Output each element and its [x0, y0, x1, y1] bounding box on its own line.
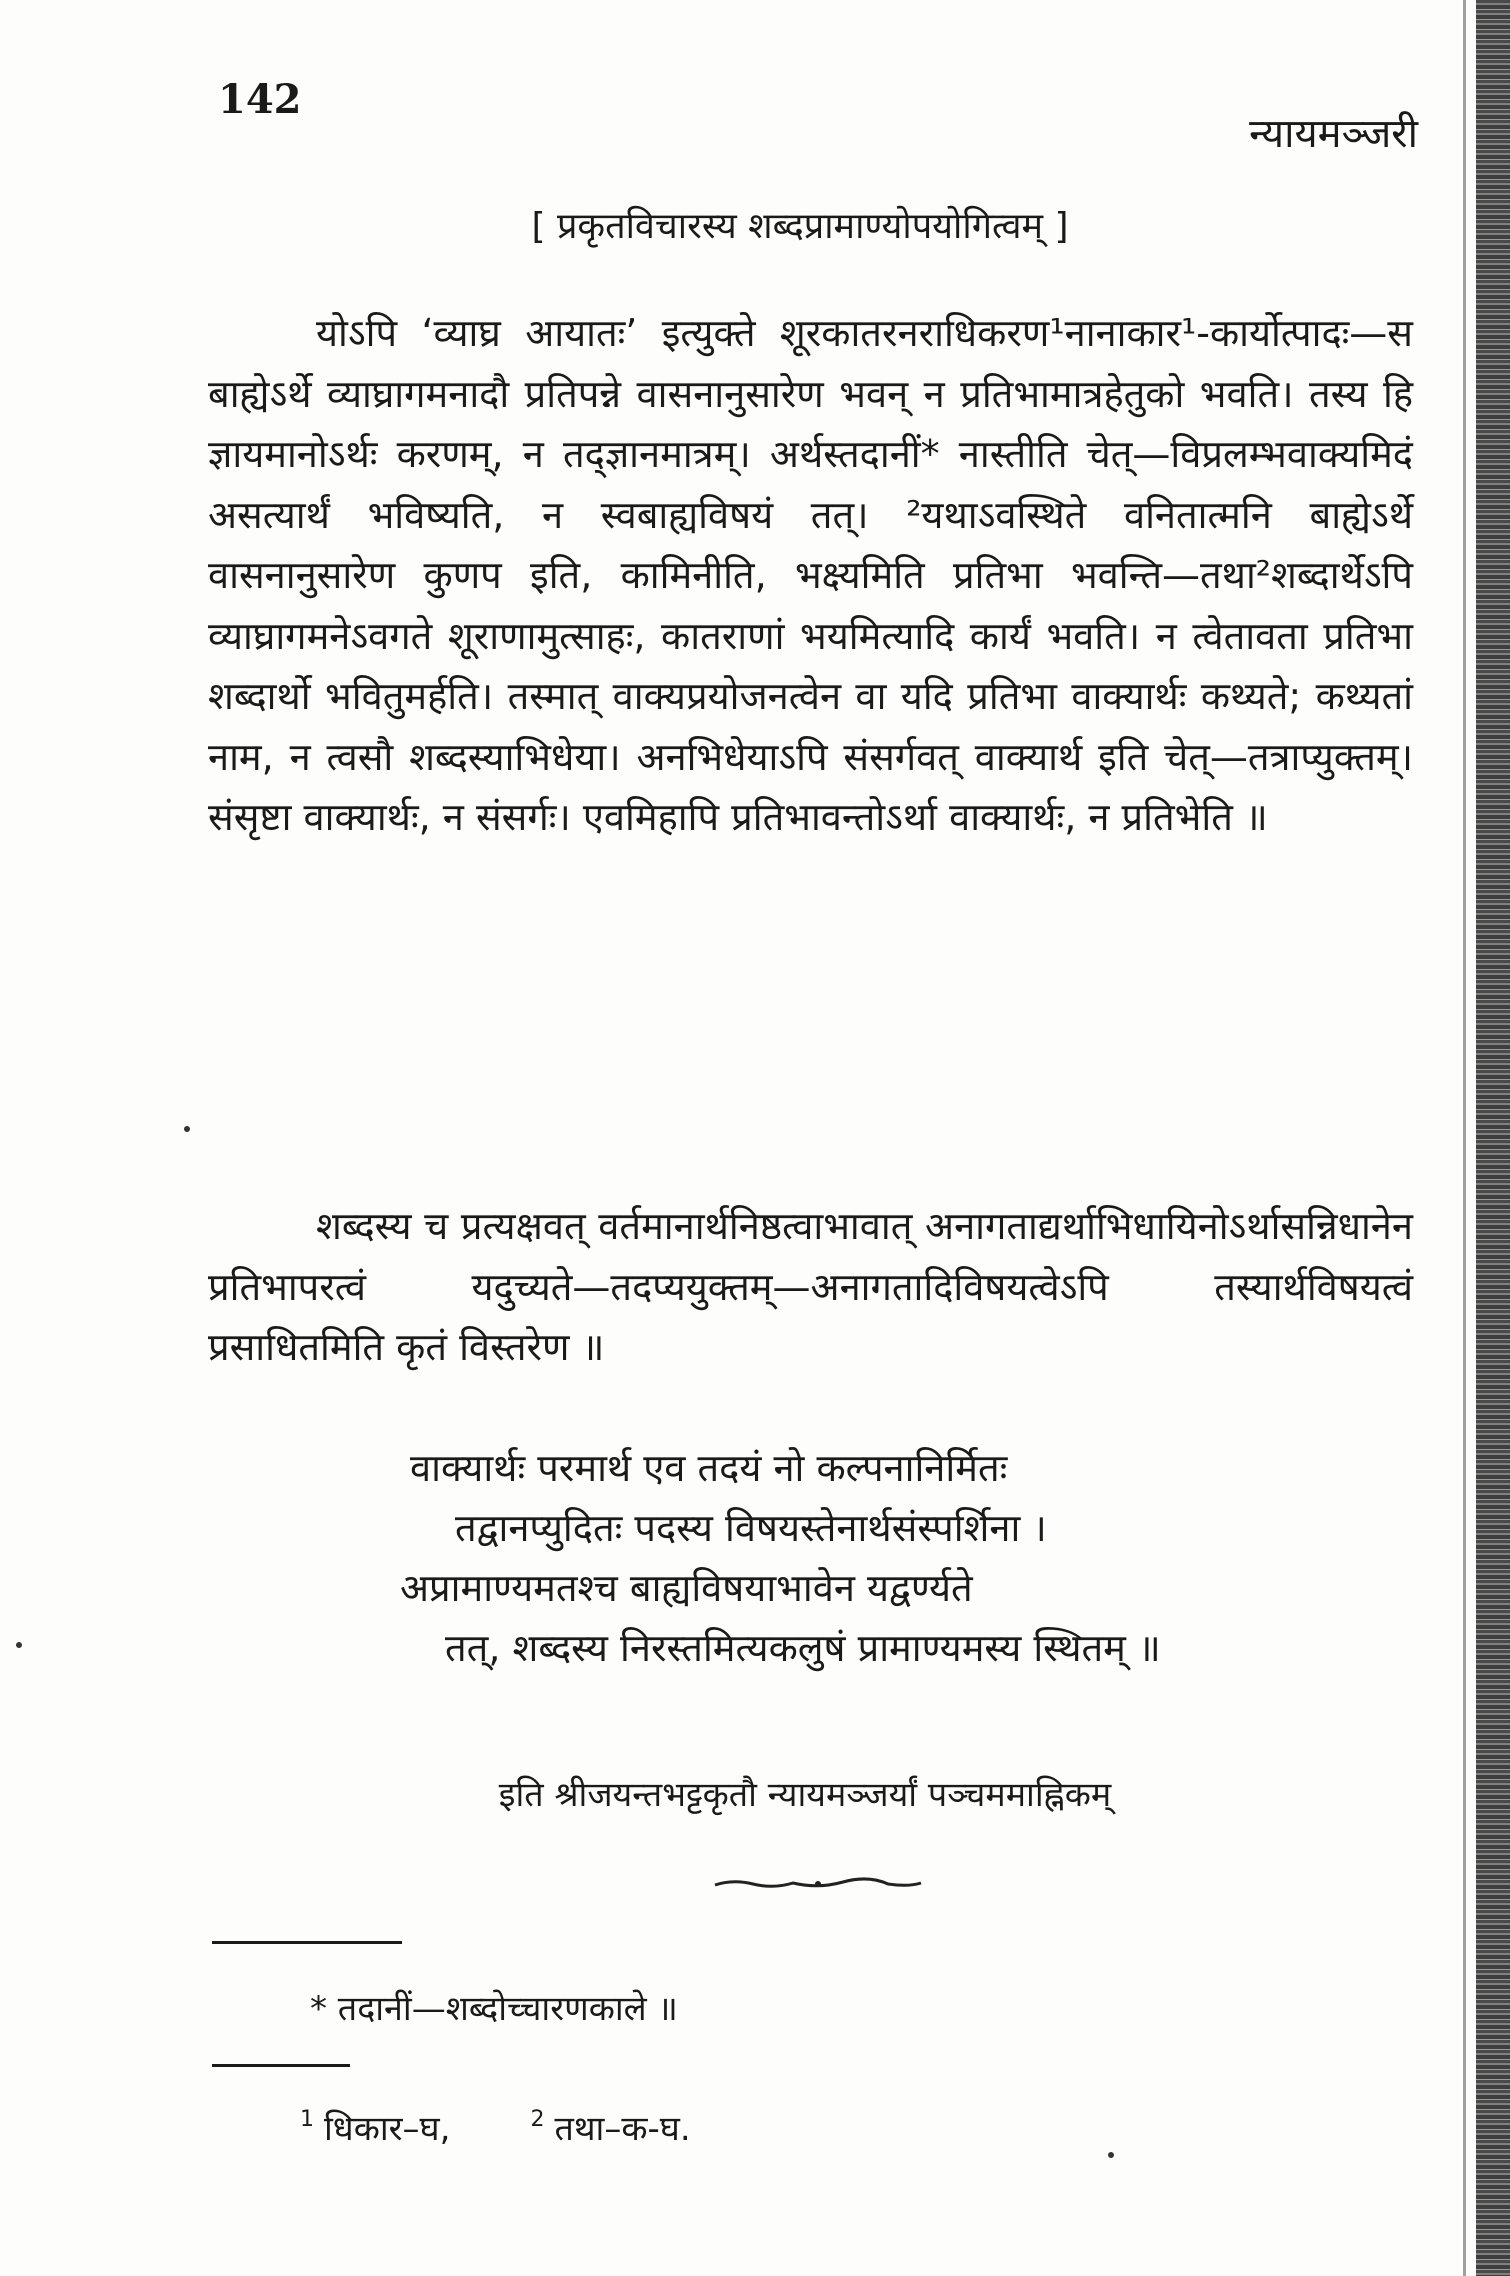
footnote-rule	[212, 2064, 350, 2067]
footnote-variant-text: धिकार–घ,	[324, 2109, 451, 2149]
verse-line: वाक्यार्थः परमार्थ एव तदयं नो कल्पनानिर्मितः	[410, 1446, 1008, 1490]
verse-line: अप्रामाण्यमतश्च बाह्यविषयाभावेन यद्वर्ण्यते	[400, 1566, 973, 1610]
footnote-rule	[212, 1941, 402, 1944]
footnote-marker: 1	[300, 2107, 314, 2132]
verse-line: तत्, शब्दस्य निरस्तमित्यकलुषं प्रामाण्यमस्य स्थितम् ॥	[445, 1626, 1161, 1670]
body-paragraph-1	[208, 303, 1413, 848]
paragraph-text: शब्दस्य च प्रत्यक्षवत् वर्तमानार्थनिष्ठत्वाभावात् अनागताद्यर्थाभिधायिनोऽर्थासन्निधानेन प्रतिभापरत्वं यदुच्यते—तदप्ययुक्तम्—अनागतादिविषयत्वेऽपि तस्यार्थविषयत्वं प्रसाधितमिति कृतं विस्तरेण ॥	[208, 1204, 1413, 1369]
footnote-marker: 2	[530, 2107, 545, 2132]
scan-speck	[16, 1642, 22, 1648]
binding-shadow-line	[1463, 0, 1466, 2276]
verse-line: तद्वानप्युदितः पदस्य विषयस्तेनार्थसंस्पर्शिना ।	[455, 1506, 1047, 1550]
ornament-divider	[713, 1877, 923, 1891]
colophon: इति श्रीजयन्तभट्टकृतौ न्यायमञ्जर्यां पञ्चममाह्निकम्	[498, 1775, 1112, 1815]
binding-edge	[1476, 0, 1510, 2276]
footnote-variant-text: तथा–क-घ.	[554, 2109, 691, 2149]
scan-speck	[184, 1126, 190, 1132]
running-head: न्यायमञ्जरी	[1249, 111, 1418, 157]
scan-speck	[1108, 2152, 1114, 2158]
footnote-star-note: * तदानीं—शब्दोच्चारणकाले ॥	[310, 1989, 678, 2029]
footnote-variants	[300, 2104, 691, 2150]
paragraph-text: योऽपि ‘व्याघ्र आयातः’ इत्युक्ते शूरकातरनराधिकरण¹नानाकार¹-कार्योत्पादः—स बाह्येऽर्थे व्याघ्रागमनादौ प्रतिपन्ने वासनानुसारेण भवन् न प्रतिभामात्रहेतुको भवति। तस्य हि ज्ञायमानोऽर्थः करणम्, न तद्ज्ञानमात्रम्। अर्थस्तदानीं* नास्तीति चेत्—विप्रलम्भवाक्यमिदं असत्यार्थं भविष्यति, न स्वबाह्यविषयं तत्। ²यथाऽवस्थिते वनितात्मनि बाह्येऽर्थे वासनानुसारेण कुणप इति, कामिनीति, भक्ष्यमिति प्रतिभा भवन्ति—तथा²शब्दार्थेऽपि व्याघ्रागमनेऽवगते शूराणामुत्साहः, कातराणां भयमित्यादि कार्यं भवति। न त्वेतावता प्रतिभा शब्दार्थो भवितुमर्हति। तस्मात् वाक्यप्रयोजनत्वेन वा यदि प्रतिभा वाक्यार्थः कथ्यते; कथ्यतां नाम, न त्वसौ शब्दस्याभिधेया। अनभिधेयाऽपि संसर्गवत् वाक्यार्थ इति चेत्—तत्राप्युक्तम्। संसृष्टा वाक्यार्थः, न संसर्गः। एवमिहापि प्रतिभावन्तोऽर्था वाक्यार्थः, न प्रतिभेति ॥	[208, 311, 1413, 839]
page-number: 142	[218, 76, 302, 123]
body-paragraph-2	[208, 1196, 1413, 1378]
verse-block	[0, 1438, 1510, 1678]
section-heading: [ प्रकृतविचारस्य शब्दप्रामाण्योपयोगित्वम् ]	[531, 206, 1069, 247]
